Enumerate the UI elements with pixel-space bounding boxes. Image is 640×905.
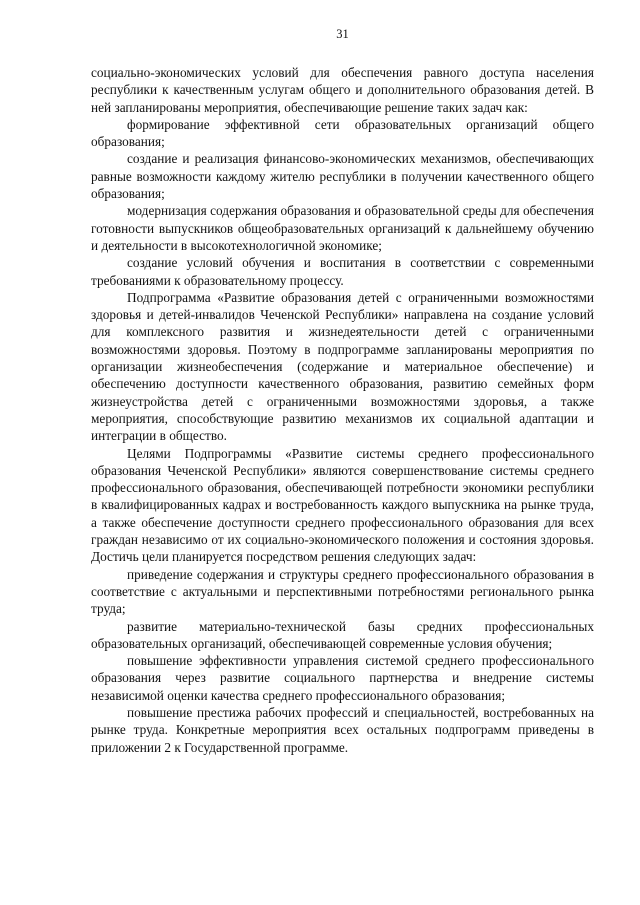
task-item-content-structure: приведение содержания и структуры среднего профессионального образования в соответствие с актуальными и перспективными потребностями регионального рынка труда;: [91, 566, 594, 617]
paragraph-subprogram-disabilities: Подпрограмма «Развитие образования детей с ограниченными возможностями здоровья и детей-инвалидов Чеченской Республики» направлена на создание условий для комплексного развития и жизнедеятельности детей с ограниченными возможностями здоровья. Поэтому в подпрограмме запланированы мероприятия по организации жизнеобеспечения (содержание и материальное обеспечение) и обеспечению доступности качественного образования, развитию семейных форм жизнеустройства детей с ограниченными возможностями здоровья, а также мероприятия, способствующие развитию механизмов их социальной адаптации и интеграции в общество.: [91, 289, 594, 444]
task-item-material-base: развитие материально-технической базы средних профессиональных образовательных организаций, обеспечивающей современные условия обучения;: [91, 618, 594, 651]
task-item-financial-mechanisms: создание и реализация финансово-экономических механизмов, обеспечивающих равные возможности каждому жителю республики в получении качественного общего образования;: [91, 151, 594, 202]
task-item-modernization: модернизация содержания образования и образовательной среды для обеспечения готовности выпускников общеобразовательных организаций к дальнейшему обучению и деятельности в высокотехнологичной экономике;: [91, 203, 594, 253]
task-item-conditions: создание условий обучения и воспитания в соответствии с современными требованиями к образовательному процессу.: [91, 255, 594, 288]
page-number: 31: [336, 27, 349, 41]
task-item-prestige: повышение престижа рабочих профессий и специальностей, востребованных на рынке труда. Конкретные мероприятия всех остальных подпрограмм приведены в приложении 2 к Государственной программе.: [91, 704, 594, 755]
task-item-management: повышение эффективности управления системой среднего профессионального образования через развитие социального партнерства и внедрение системы независимой оценки качества среднего профессионального образования;: [91, 653, 594, 703]
task-item-network: формирование эффективной сети образовательных организаций общего образования;: [91, 116, 594, 150]
paragraph-subprogram-vocational: Целями Подпрограммы «Развитие системы среднего профессионального образования Чеченской Республики» являются совершенствование системы среднего профессионального образования, обеспечивающей потребности экономики республики в квалифицированных кадрах и востребованность каждого выпускника на рынке труда, а также обеспечение доступности среднего профессионального образования для всех граждан независимо от их социально-экономического положения и состояния здоровья. Достичь цели планируется посредством решения следующих задач:: [91, 445, 594, 565]
paragraph-continuation: социально-экономических условий для обеспечения равного доступа населения республики к качественным услугам общего и дополнительного образования детей. В ней запланированы мероприятия, обеспечивающие решение таких задач как:: [91, 65, 594, 115]
